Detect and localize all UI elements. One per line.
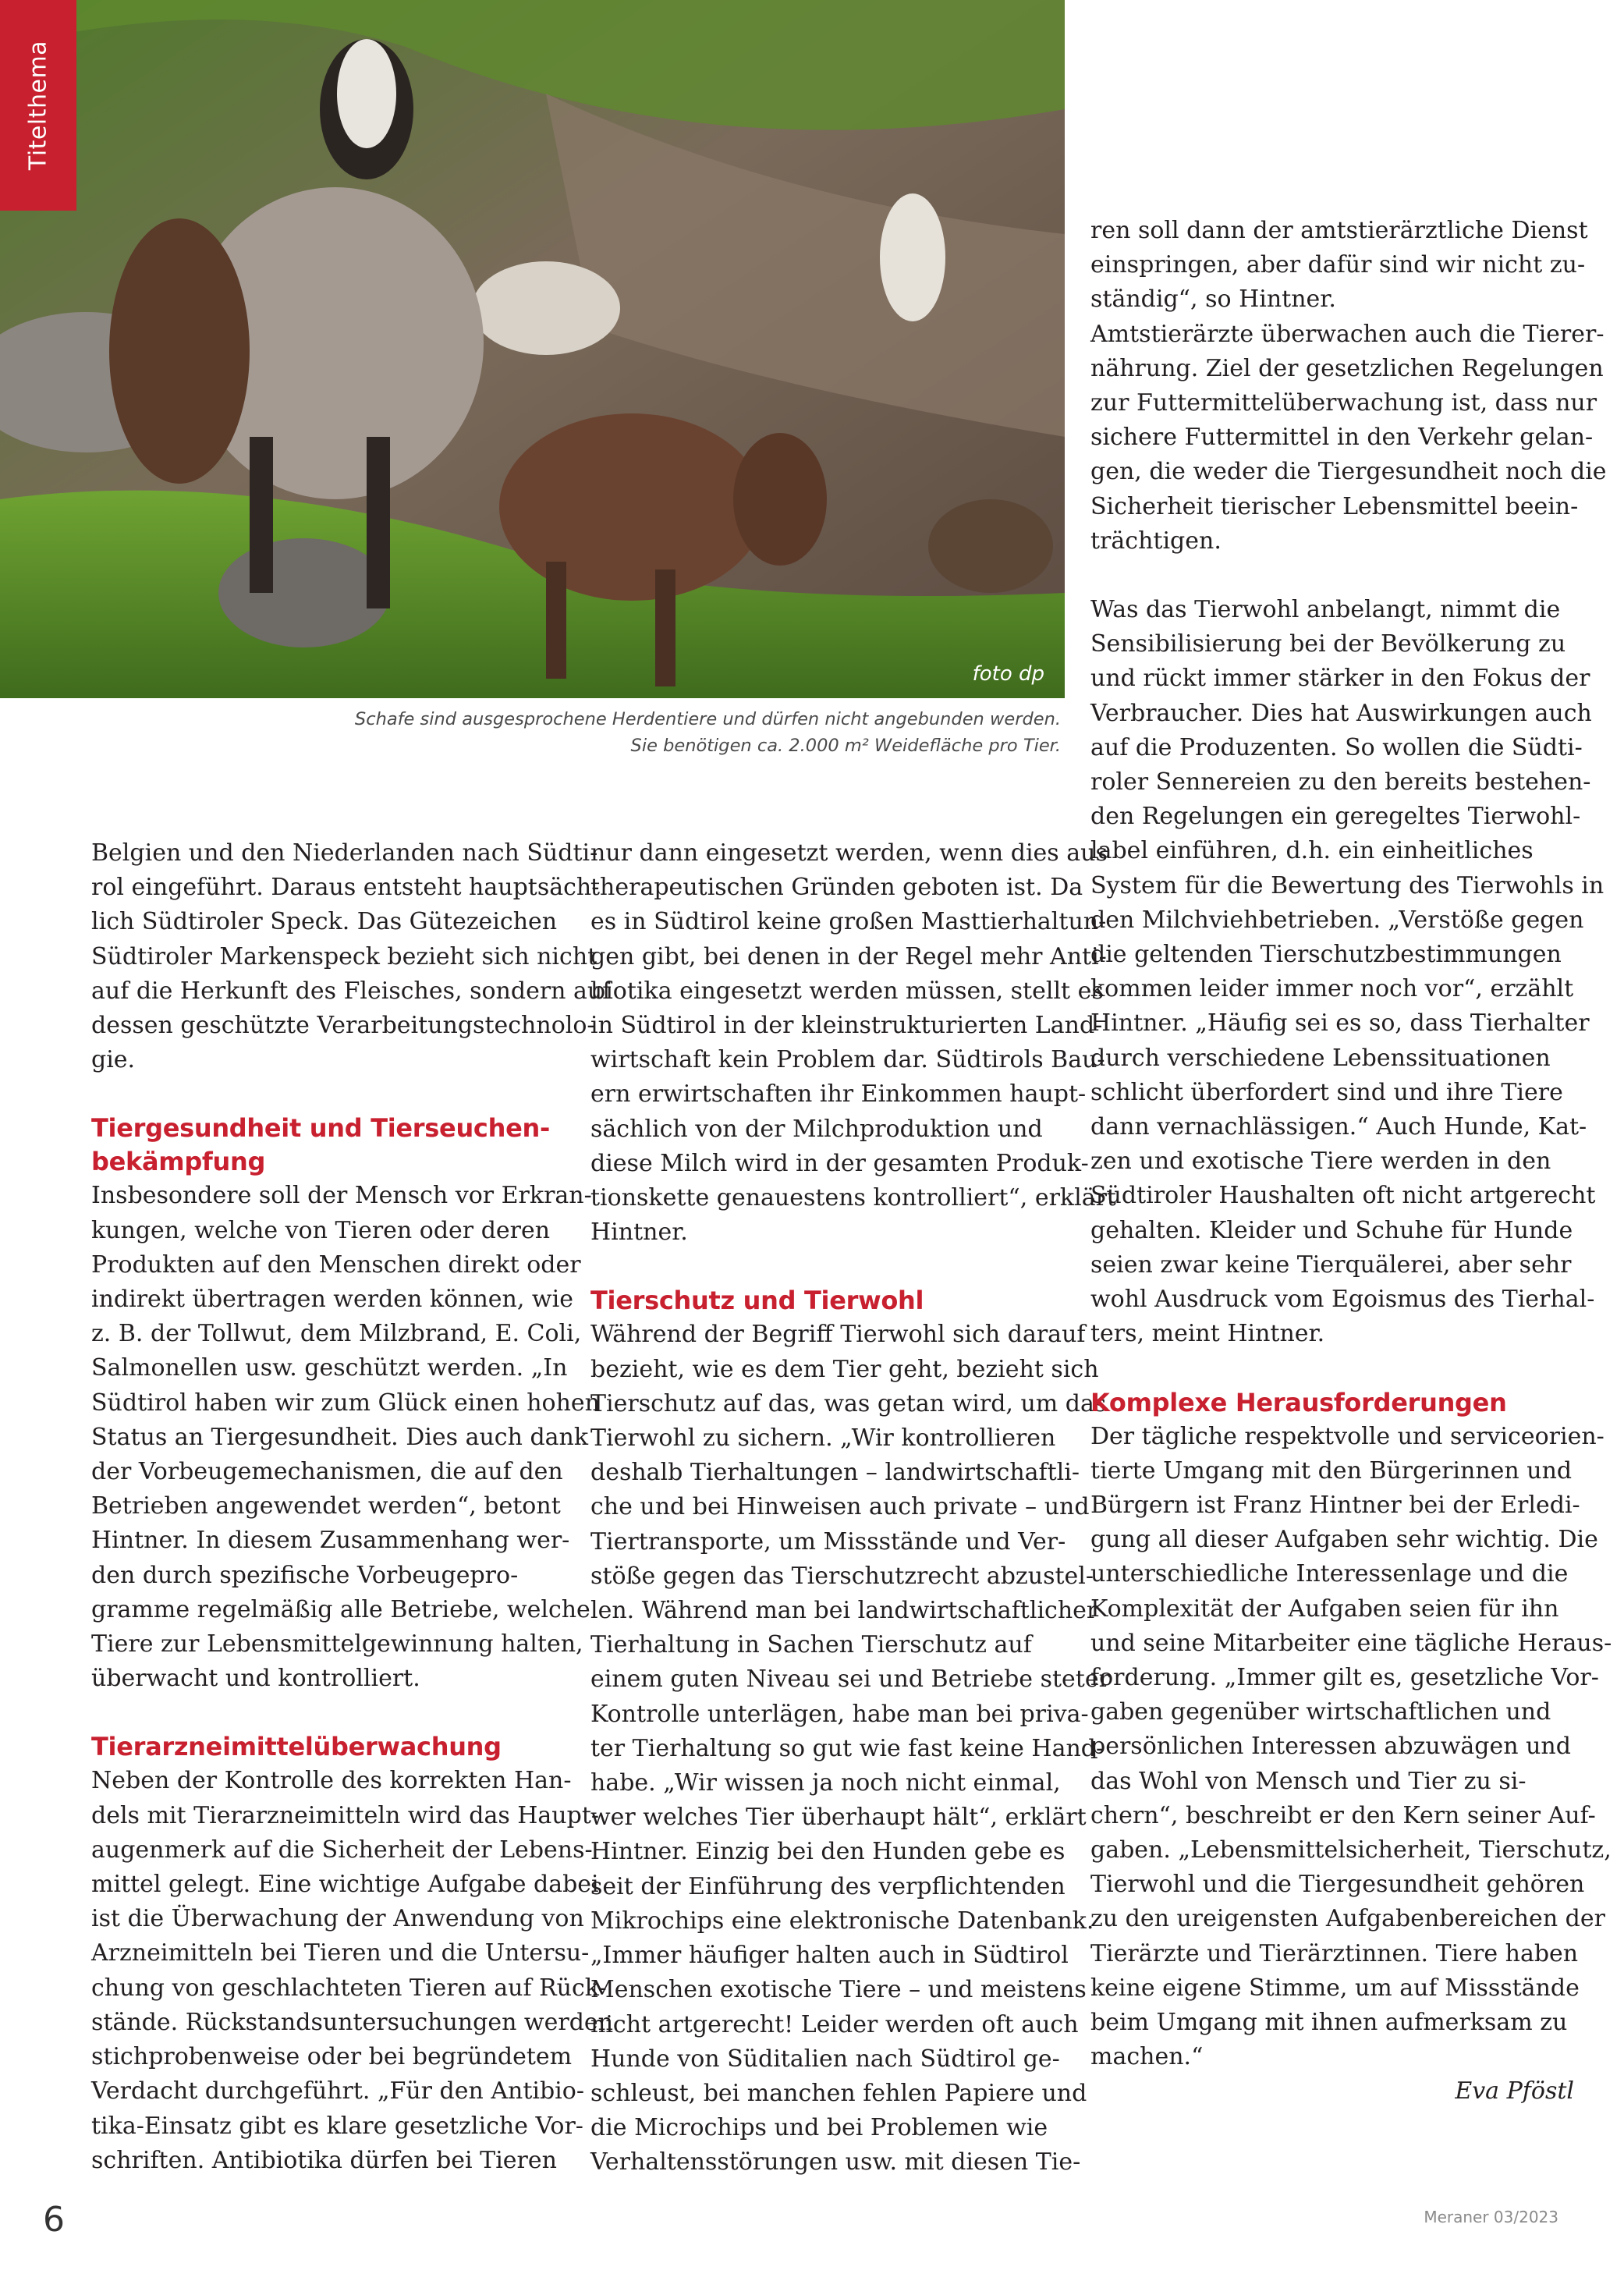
text-line: System für die Bewertung des Tierwohls in (1090, 871, 1604, 899)
text-line: zen und exotische Tiere werden in den (1090, 1148, 1551, 1176)
text-line: Tierärzte und Tierärztinnen. Tiere haben (1090, 1939, 1579, 1967)
text-line: stöße gegen das Tierschutzrecht abzustel- (590, 1562, 1094, 1590)
text-line: bezieht, wie es dem Tier geht, bezieht sich (590, 1355, 1099, 1383)
text-line: biotika eingesetzt werden müssen, stellt es (590, 977, 1104, 1005)
text-line: stichprobenweise oder bei begründetem (91, 2043, 573, 2071)
text-line: len. Während man bei landwirtschaftlicher (590, 1597, 1098, 1625)
text-line: roler Sennereien zu den bereits bestehen- (1090, 768, 1591, 796)
text-line: keine eigene Stimme, um auf Missstände (1090, 1974, 1580, 2002)
text-line: sächlich von der Milchproduktion und (590, 1115, 1043, 1143)
text-line: nur dann eingesetzt werden, wenn dies aus (590, 839, 1108, 867)
text-line: ist die Überwachung der Anwendung von (91, 1905, 584, 1933)
text-line: den Regelungen ein geregeltes Tierwohl- (1090, 803, 1581, 831)
section-heading: bekämpfung (91, 1147, 266, 1177)
text-line: seit der Einführung des verpflichtenden (590, 1872, 1066, 1900)
text-line: Salmonellen usw. geschützt werden. „In (91, 1354, 568, 1382)
column-1 (91, 836, 613, 2178)
text-line: überwacht und kontrolliert. (91, 1665, 420, 1693)
text-line: gen gibt, bei denen in der Regel mehr Anti- (590, 942, 1107, 970)
text-line: tierte Umgang mit den Bürgerinnen und (1090, 1456, 1573, 1485)
text-line: indirekt übertragen werden können, wie (91, 1286, 573, 1314)
text-line: dann vernachlässigen.“ Auch Hunde, Kat- (1090, 1113, 1587, 1141)
sheep-illustration (0, 0, 1065, 698)
text-line: wer welches Tier überhaupt hält“, erklärt (590, 1804, 1087, 1832)
text-line: ters, meint Hintner. (1090, 1320, 1325, 1348)
text-line: kungen, welche von Tieren oder deren (91, 1216, 551, 1244)
text-line: gie. (91, 1046, 136, 1074)
text-line: Verbraucher. Dies hat Auswirkungen auch (1090, 699, 1592, 727)
text-line: Komplexität der Aufgaben seien für ihn (1090, 1595, 1559, 1623)
text-line: schleust, bei manchen fehlen Papiere und (590, 2079, 1087, 2107)
caption-line: Schafe sind ausgesprochene Herdentiere und dürfen nicht angebunden werden. (354, 709, 1061, 729)
text-line: Südtiroler Haushalten oft nicht artgerecht (1090, 1182, 1596, 1210)
text-line: Hintner. Einzig bei den Hunden gebe es (590, 1838, 1066, 1866)
text-line: gung all dieser Aufgaben sehr wichtig. Die (1090, 1526, 1598, 1554)
text-line: nicht artgerecht! Leider werden oft auch (590, 2010, 1079, 2038)
photo-credit: foto dp (972, 662, 1044, 686)
text-line: zur Futtermittelüberwachung ist, dass nur (1090, 389, 1597, 417)
text-line: Hintner. „Häufig sei es so, dass Tierhalter (1090, 1009, 1590, 1038)
section-label: Titelthema (24, 40, 52, 171)
text-line: gaben gegenüber wirtschaftlichen und (1090, 1698, 1551, 1726)
text-line: der Vorbeugemechanismen, die auf den (91, 1458, 563, 1486)
text-line: sichere Futtermittel in den Verkehr gelan- (1090, 424, 1594, 452)
sheep-photo (0, 0, 1065, 698)
text-line: Tierschutz auf das, was getan wird, um das (590, 1389, 1107, 1417)
text-line: Hintner. In diesem Zusammenhang wer- (91, 1527, 570, 1555)
text-line: einspringen, aber dafür sind wir nicht zu- (1090, 251, 1586, 279)
text-line: kommen leider immer noch vor“, erzählt (1090, 975, 1574, 1003)
text-line: Was das Tierwohl anbelangt, nimmt die (1090, 596, 1561, 624)
section-heading: Tierarzneimittelüberwachung (91, 1732, 502, 1762)
text-line: habe. „Wir wissen ja noch nicht einmal, (590, 1769, 1061, 1797)
text-line: die Microchips und bei Problemen wie (590, 2114, 1048, 2142)
text-line: Südtirol haben wir zum Glück einen hohen (91, 1389, 601, 1417)
text-line: Kontrolle unterlägen, habe man bei priva- (590, 1700, 1089, 1728)
text-line: gaben. „Lebensmittelsicherheit, Tierschutz, (1090, 1836, 1612, 1864)
text-line: und rückt immer stärker in den Fokus der (1090, 665, 1590, 693)
text-line: auf die Produzenten. So wollen die Südti- (1090, 733, 1583, 761)
text-line: wohl Ausdruck vom Egoismus des Tierhal- (1090, 1286, 1595, 1314)
text-line: Sensibilisierung bei der Bevölkerung zu (1090, 630, 1566, 658)
text-line: Amtstierärzte überwachen auch die Tierer- (1090, 320, 1604, 348)
section-heading: Tierschutz und Tierwohl (590, 1286, 924, 1316)
text-line: Tiere zur Lebensmittelgewinnung halten, (91, 1630, 583, 1658)
photo-caption (234, 707, 1061, 760)
section-heading: Tiergesundheit und Tierseuchen- (91, 1113, 550, 1144)
caption-line: Sie benötigen ca. 2.000 m² Weidefläche pro Tier. (630, 735, 1061, 756)
text-line: auf die Herkunft des Fleisches, sondern auf (91, 977, 612, 1005)
text-line: in Südtirol in der kleinstrukturierten Land- (590, 1012, 1103, 1040)
text-line: seien zwar keine Tierquälerei, aber sehr (1090, 1250, 1572, 1279)
text-line: gehalten. Kleider und Schuhe für Hunde (1090, 1216, 1573, 1244)
text-line: es in Südtirol keine großen Masttierhaltun- (590, 908, 1107, 936)
text-line: chern“, beschreibt er den Kern seiner Auf- (1090, 1801, 1596, 1829)
text-line: Tiertransporte, um Missstände und Ver- (590, 1527, 1066, 1556)
text-line: beim Umgang mit ihnen aufmerksam zu (1090, 2008, 1568, 2036)
text-line: wirtschaft kein Problem dar. Südtirols Bau- (590, 1046, 1105, 1074)
text-line: forderung. „Immer gilt es, gesetzliche Vor- (1090, 1663, 1599, 1691)
text-line: schlicht überfordert sind und ihre Tiere (1090, 1078, 1563, 1106)
text-line: durch verschiedene Lebenssituationen (1090, 1044, 1551, 1072)
text-line: lich Südtiroler Speck. Das Gütezeichen (91, 908, 558, 936)
text-line: rol eingeführt. Daraus entsteht hauptsäch- (91, 874, 600, 902)
text-line: und seine Mitarbeiter eine tägliche Heraus- (1090, 1629, 1612, 1657)
text-line: ern erwirtschaften ihr Einkommen haupt- (590, 1080, 1087, 1109)
text-line: che und bei Hinweisen auch private – und (590, 1493, 1090, 1521)
text-line: „Immer häufiger halten auch in Südtirol (590, 1942, 1069, 1970)
text-line: dels mit Tierarzneimitteln wird das Haupt- (91, 1801, 600, 1829)
column-3 (1090, 214, 1612, 2109)
text-line: machen.“ (1090, 2043, 1204, 2071)
text-line: Südtiroler Markenspeck bezieht sich nicht (91, 942, 597, 970)
text-line: ren soll dann der amtstierärztliche Dienst (1090, 217, 1588, 244)
text-line: den Milchviehbetrieben. „Verstöße gegen (1090, 906, 1584, 934)
text-line: schriften. Antibiotika dürfen bei Tieren (91, 2146, 557, 2174)
text-line: tionskette genauestens kontrolliert“, erklärt (590, 1184, 1116, 1212)
text-line: das Wohl von Mensch und Tier zu si- (1090, 1767, 1526, 1795)
section-tab (0, 0, 76, 211)
text-line: gen, die weder die Tiergesundheit noch die (1090, 458, 1607, 486)
text-line: ter Tierhaltung so gut wie fast keine Hand- (590, 1734, 1105, 1762)
text-line: chung von geschlachteten Tieren auf Rück- (91, 1974, 607, 2002)
text-line: Verdacht durchgeführt. „Für den Antibio- (91, 2077, 584, 2105)
text-line: Sicherheit tierischer Lebensmittel beein- (1090, 492, 1579, 520)
text-line: augenmerk auf die Sicherheit der Lebens- (91, 1836, 593, 1864)
text-line: Arzneimitteln bei Tieren und die Untersu- (91, 1939, 590, 1967)
page-number: 6 (43, 2200, 65, 2240)
text-line: label einführen, d.h. ein einheitliches (1090, 837, 1534, 865)
text-line: z. B. der Tollwut, dem Milzbrand, E. Coli, (91, 1320, 582, 1348)
text-line: Während der Begriff Tierwohl sich darauf (590, 1321, 1086, 1349)
text-line: gramme regelmäßig alle Betriebe, welche (91, 1595, 590, 1623)
text-line: Insbesondere soll der Mensch vor Erkran- (91, 1182, 592, 1210)
text-line: dessen geschützte Verarbeitungstechnolo- (91, 1012, 595, 1040)
text-line: Betrieben angewendet werden“, betont (91, 1492, 561, 1520)
text-line: nährung. Ziel der gesetzlichen Regelungen (1090, 354, 1604, 382)
text-line: mittel gelegt. Eine wichtige Aufgabe dabei (91, 1871, 599, 1899)
text-line: Der tägliche respektvolle und serviceorien- (1090, 1422, 1604, 1450)
text-line: unterschiedliche Interessenlage und die (1090, 1560, 1569, 1588)
text-line: Hunde von Süditalien nach Südtirol ge- (590, 2045, 1060, 2073)
text-line: trächtigen. (1090, 527, 1222, 555)
text-line: Neben der Kontrolle des korrekten Han- (91, 1767, 572, 1795)
text-line: Menschen exotische Tiere – und meistens (590, 1976, 1087, 2004)
text-line: persönlichen Interessen abzuwägen und (1090, 1733, 1571, 1761)
text-line: Mikrochips eine elektronische Datenbank. (590, 1907, 1094, 1935)
text-line: Bürgern ist Franz Hintner bei der Erledi- (1090, 1491, 1580, 1519)
text-line: Verhaltensstörungen usw. mit diesen Tie- (590, 2148, 1081, 2176)
text-line: Tierwohl und die Tiergesundheit gehören (1090, 1871, 1585, 1899)
text-line: einem guten Niveau sei und Betriebe steter (590, 1666, 1110, 1694)
section-heading: Komplexe Herausforderungen (1090, 1387, 1507, 1417)
text-line: stände. Rückstandsuntersuchungen werden (91, 2008, 613, 2036)
author-byline: Eva Pföstl (1455, 2077, 1574, 2105)
text-line: ständig“, so Hintner. (1090, 286, 1336, 314)
text-line: tika-Einsatz gibt es klare gesetzliche Vor- (91, 2112, 583, 2140)
column-2 (590, 836, 1116, 2180)
text-line: Tierhaltung in Sachen Tierschutz auf (590, 1631, 1032, 1659)
text-line: Belgien und den Niederlanden nach Südti- (91, 839, 598, 867)
text-line: den durch spezifische Vorbeugepro- (91, 1561, 519, 1589)
text-line: deshalb Tierhaltungen – landwirtschaftli- (590, 1459, 1080, 1487)
text-line: zu den ureigensten Aufgabenbereichen der (1090, 1905, 1605, 1933)
text-line: die geltenden Tierschutzbestimmungen (1090, 941, 1562, 969)
text-line: Produkten auf den Menschen direkt oder (91, 1250, 581, 1279)
text-line: therapeutischen Gründen geboten ist. Da (590, 874, 1083, 902)
issue-label: Meraner 03/2023 (1424, 2208, 1558, 2226)
text-line: Hintner. (590, 1219, 688, 1247)
text-line: Tierwohl zu sichern. „Wir kontrollieren (590, 1424, 1056, 1453)
text-line: diese Milch wird in der gesamten Produk- (590, 1149, 1089, 1177)
text-line: Status an Tiergesundheit. Dies auch dank (91, 1423, 589, 1451)
